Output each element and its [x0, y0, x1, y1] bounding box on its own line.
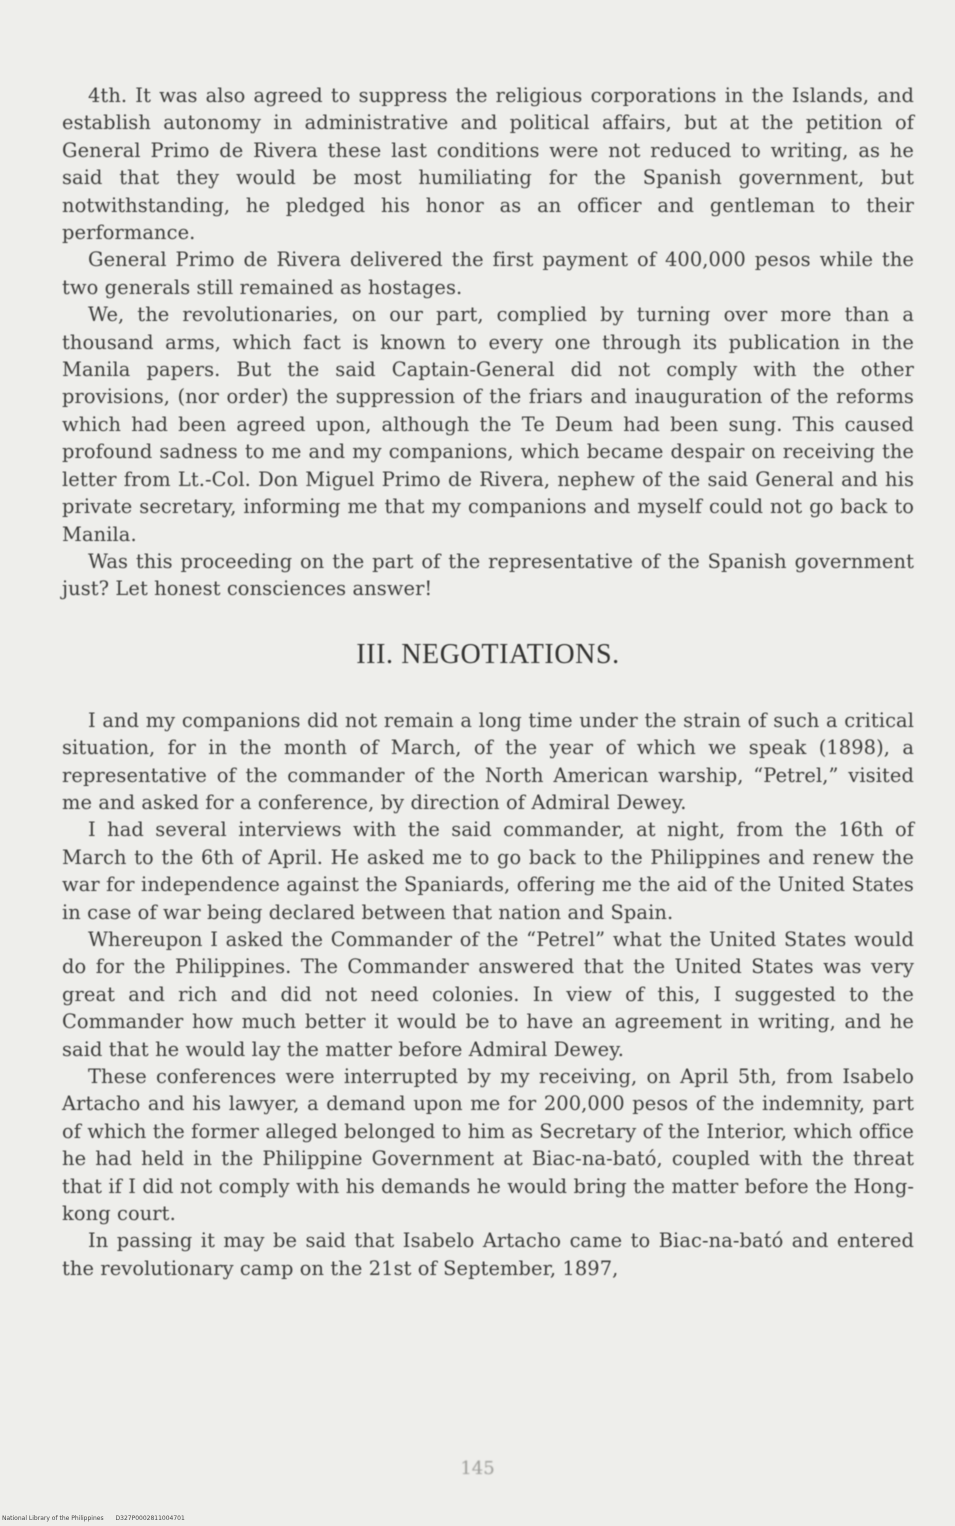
footer-credit — [2, 1515, 195, 1522]
section-heading: III. NEGOTIATIONS. — [356, 638, 620, 670]
paragraph-terms: 4th. It was also agreed to suppress the religious corporations in the Islands, and establish autonomy in administrative and political affairs, but at the petition of General Primo de Rivera these last conditions were not reduced to writing, as he said that they would be most humiliating for the Spanish government, but notwithstanding, he pledged his honor as an officer and gentleman to their performance. — [62, 84, 914, 245]
paragraph-interviews: I had several interviews with the said commander, at night, from the 16th of March to the 6th of April. He asked me to go back to the Philippines and renew the war for independence against the Spaniards, offering me the aid of the United States in case of war being declared between that nation and Spain. — [62, 818, 914, 924]
page-number: 145 — [460, 1458, 495, 1479]
footer-library: National Library of the Philippines — [2, 1515, 104, 1522]
paragraph-artacho-camp: In passing it may be said that Isabelo Artacho came to Biac-na-bató and entered the revolutionary camp on the 21st of September, 1897, — [62, 1229, 914, 1280]
paragraph-first-payment: General Primo de Rivera delivered the first payment of 400,000 pesos while the two generals still remained as hostages. — [62, 248, 914, 299]
document-page — [62, 82, 914, 1432]
paragraph-artacho-demand: These conferences were interrupted by my receiving, on April 5th, from Isabelo Artacho and his lawyer, a demand upon me for 200,000 pesos of the indemnity, part of which the former alleged belonged to him as Secretary of the Interior, which office he had held in the Philippine Government at Biac-na-bató, coupled with the threat that if I did not comply with his demands he would bring the matter before the Hong-kong court. — [62, 1065, 914, 1226]
paragraph-question: Was this proceeding on the part of the representative of the Spanish government just? Let honest consciences answer! — [62, 549, 914, 601]
paragraph-colonies: Whereupon I asked the Commander of the “Petrel” what the United States would do for the Philippines. The Commander answered that the United States was very great and rich and did not need colonies. In view of this, I suggested to the Commander how much better it would be to have an agreement in writing, and he said that he would lay the matter before Admiral Dewey. — [62, 927, 914, 1061]
paragraph-revolutionaries: We, the revolutionaries, on our part, complied by turning over more than a thousand arms, which fact is known to every one through its publication in the Manila papers. But the said Captain-General did not comply with the other provisions, (nor order) the suppression of the friars and inauguration of the reforms which had been agreed upon, although the Te Deum had been sung. This caused profound sadness to me and my companions, which became despair on receiving the letter from Lt.-Col. Don Miguel Primo de Rivera, nephew of the said General and his private secretary, informing me that my companions and myself could not go back to Manila. — [62, 303, 914, 546]
paragraph-petrel-visit: I and my companions did not remain a long time under the strain of such a critical situation, for in the month of March, of the year of which we speak (1898), a representative of the commander of the North American warship, “Petrel,” visited me and asked for a conference, by direction of Admiral Dewey. — [62, 708, 914, 814]
footer-code: D327P0002811004701 — [115, 1515, 185, 1522]
